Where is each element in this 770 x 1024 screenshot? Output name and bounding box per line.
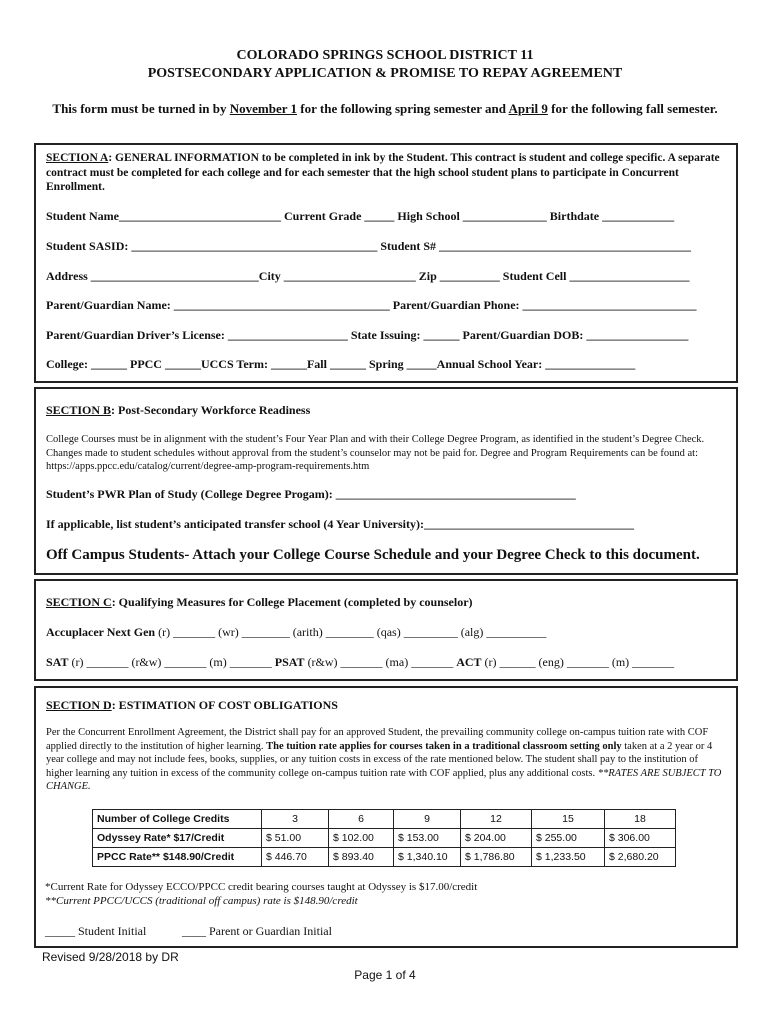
student-name-row[interactable]: Student Name___________________________ Current Grade _____ High School ______________ Birthdate ____________ bbox=[46, 209, 675, 223]
degree-alignment-paragraph: College Courses must be in alignment with the student’s Four Year Plan and with their College Degree Program, as identified in the student’s Degree Check. Changes made to student schedules without approval from the student’s counselor may not be paid for. Degree and Program Requirements can be found at: https://apps.ppcc.edu/catalog/current/degree-amp-program-requirements.htm bbox=[46, 434, 705, 472]
cost-obligation-paragraph: Per the Concurrent Enrollment Agreement, the District shall pay for an approved Student, the prevailing community college on-campus tuition rate with COF applied directly to the institution of higher learning. The tuition rate applies for courses taken in a traditional classroom setting only taken at a 2 year or 4 year college and may not include fees, books, supplies, or any tuition costs in excess of the rate mentioned below. The student shall pay to the institution of higher learning any tuition in excess of the community college on-campus tuition rate with COF applied, plus any additional costs. **RATES ARE SUBJECT TO CHANGE. bbox=[46, 727, 722, 792]
form-title: COLORADO SPRINGS SCHOOL DISTRICT 11 bbox=[236, 48, 534, 63]
transfer-school-field[interactable]: If applicable, list student’s anticipated transfer school (4 Year University):___________________________________ bbox=[46, 517, 634, 531]
college-term-row[interactable]: College: ______ PPCC ______UCCS Term: ______Fall ______ Spring _____Annual School Year: _______________ bbox=[46, 357, 636, 371]
ppcc-rate-note: **Current PPCC/UCCS (traditional off campus) rate is $148.90/credit bbox=[45, 895, 358, 907]
accuplacer-row[interactable]: Accuplacer Next Gen (r) _______ (wr) ________ (arith) ________ (qas) _________ (alg) __________ bbox=[46, 625, 547, 639]
student-sasid-row[interactable]: Student SASID: _________________________________________ Student S# __________________________________________ bbox=[46, 239, 692, 253]
parent-initial[interactable]: ____ Parent or Guardian Initial bbox=[182, 924, 332, 938]
form-subtitle: POSTSECONDARY APPLICATION & PROMISE TO REPAY AGREEMENT bbox=[147, 66, 623, 81]
parent-license-row[interactable]: Parent/Guardian Driver’s License: ____________________ State Issuing: ______ Parent/Guardian DOB: _________________ bbox=[46, 328, 689, 342]
table-row: Odyssey Rate* $17/Credit $ 51.00 $ 102.00 $ 153.00 $ 204.00 $ 255.00 $ 306.00 bbox=[93, 829, 676, 848]
section-a-heading: SECTION A: GENERAL INFORMATION to be completed in ink by the Student. This contract is student and college specific. A separate contract must be completed for each college and for each semester that the high school student plans to participate in Concurrent Enrollment. bbox=[46, 152, 720, 193]
deadline-fall: April 9 bbox=[508, 101, 548, 116]
section-b-heading: SECTION B: Post-Secondary Workforce Readiness bbox=[46, 403, 311, 417]
section-a bbox=[34, 143, 738, 383]
off-campus-notice: Off Campus Students- Attach your College Course Schedule and your Degree Check to this document. bbox=[46, 547, 700, 563]
page-number: Page 1 of 4 bbox=[354, 968, 416, 982]
tuition-rate-table bbox=[92, 809, 676, 867]
table-row: PPCC Rate** $148.90/Credit $ 446.70 $ 893.40 $ 1,340.10 $ 1,786.80 $ 1,233.50 $ 2,680.20 bbox=[93, 848, 676, 867]
address-row[interactable]: Address ____________________________City ______________________ Zip __________ Student Cell ____________________ bbox=[46, 269, 690, 283]
deadline-notice: This form must be turned in by November 1 for the following spring semester and April 9 for the following fall semester. bbox=[52, 101, 718, 116]
section-d-heading: SECTION D: ESTIMATION OF COST OBLIGATIONS bbox=[46, 698, 338, 712]
test-scores-row[interactable]: SAT (r) _______ (r&w) _______ (m) _______ PSAT (r&w) _______ (ma) _______ ACT (r) ______ (eng) _______ (m) _______ bbox=[46, 655, 675, 669]
student-initial[interactable]: _____ Student Initial bbox=[45, 924, 147, 938]
section-b bbox=[34, 387, 738, 575]
revision-note: Revised 9/28/2018 by DR bbox=[42, 950, 179, 964]
section-c bbox=[34, 579, 738, 681]
parent-name-row[interactable]: Parent/Guardian Name: ____________________________________ Parent/Guardian Phone: _____________________________ bbox=[46, 298, 697, 312]
table-header-row: Number of College Credits 3 6 9 12 15 18 bbox=[93, 810, 676, 829]
section-c-heading: SECTION C: Qualifying Measures for College Placement (completed by counselor) bbox=[46, 595, 473, 609]
deadline-spring: November 1 bbox=[229, 101, 298, 116]
pwr-plan-field[interactable]: Student’s PWR Plan of Study (College Degree Progam): ________________________________________ bbox=[46, 487, 576, 501]
odyssey-rate-note: *Current Rate for Odyssey ECCO/PPCC credit bearing courses taught at Odyssey is $17.00/credit bbox=[45, 881, 478, 893]
